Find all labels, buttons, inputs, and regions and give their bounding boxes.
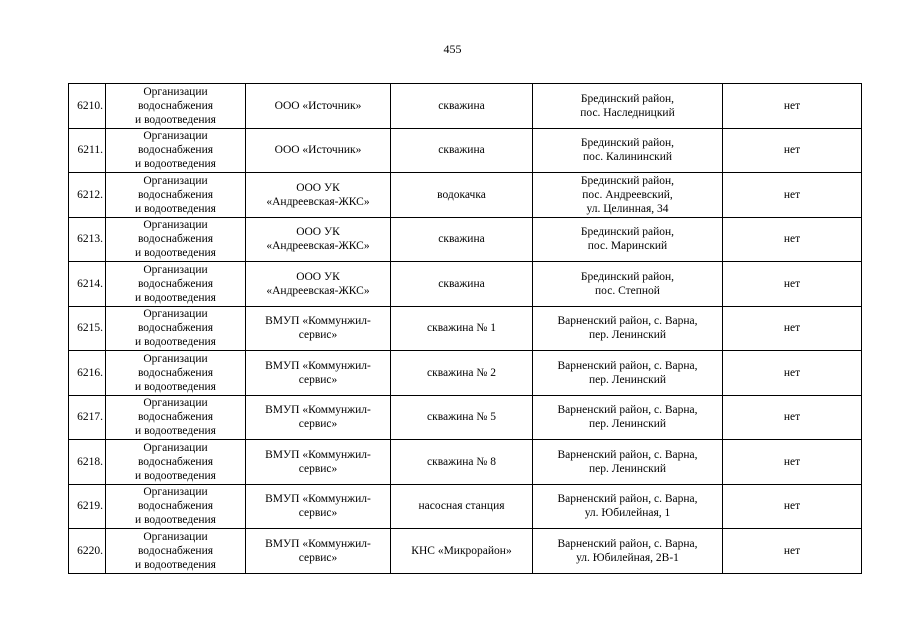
address: Брединский район, пос. Калининский bbox=[533, 128, 723, 173]
org-type: Организации водоснабжения и водоотведения bbox=[106, 529, 246, 574]
organization: ООО УК «Андреевская-ЖКС» bbox=[246, 173, 391, 218]
table-row bbox=[69, 84, 862, 129]
row-number: 6214. bbox=[69, 262, 106, 307]
facility: скважина bbox=[391, 262, 533, 307]
row-number: 6219. bbox=[69, 484, 106, 529]
organization: ООО УК «Андреевская-ЖКС» bbox=[246, 262, 391, 307]
facility: скважина № 5 bbox=[391, 395, 533, 440]
facility: скважина № 2 bbox=[391, 351, 533, 396]
org-type: Организации водоснабжения и водоотведения bbox=[106, 484, 246, 529]
address: Брединский район, пос. Андреевский, ул. Целинная, 34 bbox=[533, 173, 723, 218]
flag: нет bbox=[723, 262, 862, 307]
organization: ООО «Источник» bbox=[246, 84, 391, 129]
flag: нет bbox=[723, 217, 862, 262]
flag: нет bbox=[723, 529, 862, 574]
facility: скважина bbox=[391, 217, 533, 262]
registry-table bbox=[68, 83, 862, 574]
organization: ООО «Источник» bbox=[246, 128, 391, 173]
flag: нет bbox=[723, 128, 862, 173]
table-row bbox=[69, 262, 862, 307]
address: Брединский район, пос. Маринский bbox=[533, 217, 723, 262]
address: Варненский район, с. Варна, ул. Юбилейная, 2В-1 bbox=[533, 529, 723, 574]
table-row bbox=[69, 351, 862, 396]
organization: ВМУП «Коммунжил- сервис» bbox=[246, 529, 391, 574]
row-number: 6216. bbox=[69, 351, 106, 396]
address: Варненский район, с. Варна, пер. Ленинский bbox=[533, 351, 723, 396]
row-number: 6212. bbox=[69, 173, 106, 218]
facility: скважина bbox=[391, 84, 533, 129]
row-number: 6217. bbox=[69, 395, 106, 440]
org-type: Организации водоснабжения и водоотведения bbox=[106, 351, 246, 396]
org-type: Организации водоснабжения и водоотведения bbox=[106, 306, 246, 351]
address: Брединский район, пос. Наследницкий bbox=[533, 84, 723, 129]
address: Варненский район, с. Варна, пер. Ленинский bbox=[533, 306, 723, 351]
flag: нет bbox=[723, 306, 862, 351]
organization: ВМУП «Коммунжил- сервис» bbox=[246, 484, 391, 529]
flag: нет bbox=[723, 84, 862, 129]
table-row bbox=[69, 128, 862, 173]
flag: нет bbox=[723, 395, 862, 440]
facility: КНС «Микрорайон» bbox=[391, 529, 533, 574]
org-type: Организации водоснабжения и водоотведения bbox=[106, 395, 246, 440]
organization: ВМУП «Коммунжил- сервис» bbox=[246, 395, 391, 440]
row-number: 6213. bbox=[69, 217, 106, 262]
table-row bbox=[69, 529, 862, 574]
facility: скважина № 8 bbox=[391, 440, 533, 485]
flag: нет bbox=[723, 173, 862, 218]
facility: насосная станция bbox=[391, 484, 533, 529]
address: Варненский район, с. Варна, ул. Юбилейная, 1 bbox=[533, 484, 723, 529]
flag: нет bbox=[723, 351, 862, 396]
organization: ВМУП «Коммунжил- сервис» bbox=[246, 351, 391, 396]
address: Варненский район, с. Варна, пер. Ленинский bbox=[533, 440, 723, 485]
flag: нет bbox=[723, 484, 862, 529]
table-row bbox=[69, 217, 862, 262]
table-row bbox=[69, 173, 862, 218]
row-number: 6215. bbox=[69, 306, 106, 351]
facility: скважина bbox=[391, 128, 533, 173]
org-type: Организации водоснабжения и водоотведения bbox=[106, 262, 246, 307]
org-type: Организации водоснабжения и водоотведения bbox=[106, 173, 246, 218]
facility: водокачка bbox=[391, 173, 533, 218]
organization: ВМУП «Коммунжил- сервис» bbox=[246, 306, 391, 351]
row-number: 6211. bbox=[69, 128, 106, 173]
org-type: Организации водоснабжения и водоотведения bbox=[106, 84, 246, 129]
row-number: 6218. bbox=[69, 440, 106, 485]
org-type: Организации водоснабжения и водоотведения bbox=[106, 440, 246, 485]
flag: нет bbox=[723, 440, 862, 485]
address: Брединский район, пос. Степной bbox=[533, 262, 723, 307]
row-number: 6220. bbox=[69, 529, 106, 574]
organization: ООО УК «Андреевская-ЖКС» bbox=[246, 217, 391, 262]
table-row bbox=[69, 395, 862, 440]
table-row bbox=[69, 306, 862, 351]
org-type: Организации водоснабжения и водоотведения bbox=[106, 217, 246, 262]
address: Варненский район, с. Варна, пер. Ленинский bbox=[533, 395, 723, 440]
page-number: 455 bbox=[443, 42, 462, 56]
organization: ВМУП «Коммунжил- сервис» bbox=[246, 440, 391, 485]
table-row bbox=[69, 440, 862, 485]
facility: скважина № 1 bbox=[391, 306, 533, 351]
row-number: 6210. bbox=[69, 84, 106, 129]
org-type: Организации водоснабжения и водоотведения bbox=[106, 128, 246, 173]
table-row bbox=[69, 484, 862, 529]
registry-table-body bbox=[69, 84, 862, 574]
